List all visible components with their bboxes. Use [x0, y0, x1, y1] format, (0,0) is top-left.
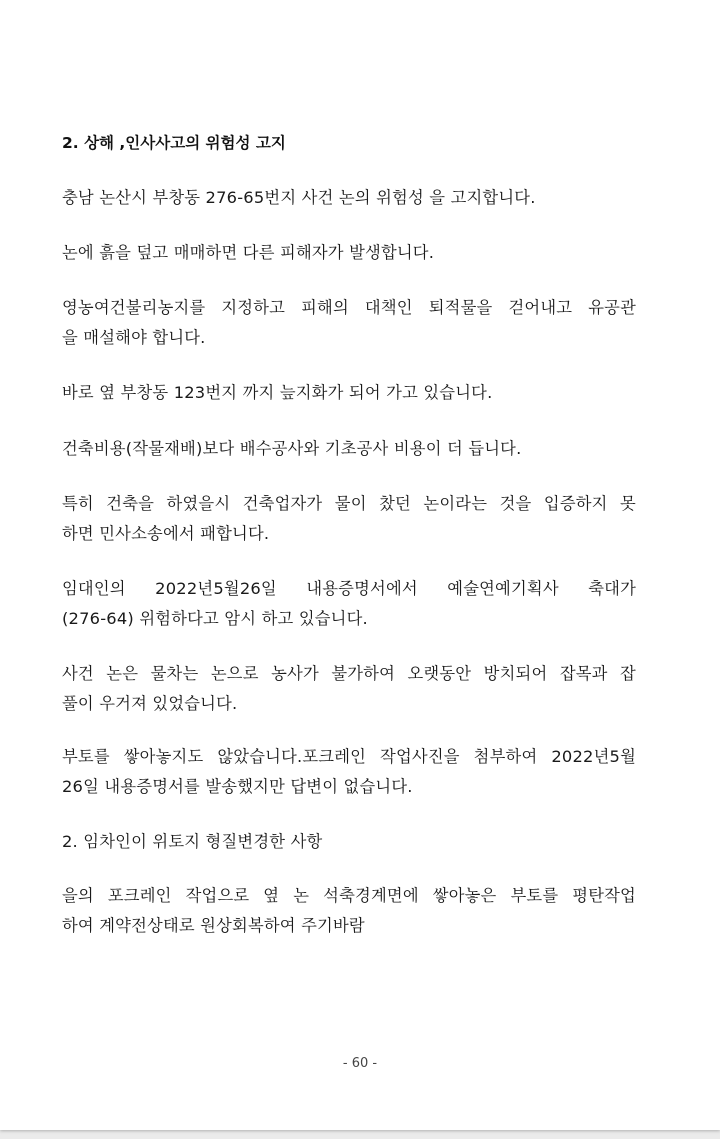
- text-line: 특히 건축을 하였을시 건축업자가 물이 찼던 논이라는 것을 입증하지 못: [62, 494, 636, 513]
- text-line: 사건 논은 물차는 논으로 농사가 불가하여 오랫동안 방치되어 잡목과 잡: [62, 664, 636, 683]
- paragraph: [62, 183, 636, 213]
- text-line: 논에 흙을 덮고 매매하면 다른 피해자가 발생합니다.: [62, 243, 435, 262]
- paragraph: [62, 574, 636, 634]
- text-line: (276-64) 위험하다고 암시 하고 있습니다.: [62, 609, 368, 628]
- paragraph: [62, 881, 636, 941]
- text-line: 건축비용(작물재배)보다 배수공사와 기초공사 비용이 더 듭니다.: [62, 439, 522, 458]
- text-line: 바로 옆 부창동 123번지 까지 늪지화가 되어 가고 있습니다.: [62, 383, 493, 402]
- text-line: 임대인의 2022년5월26일 내용증명서에서 예술연예기획사 축대가: [62, 579, 636, 598]
- paragraph: [62, 742, 636, 802]
- paragraph: [62, 378, 636, 408]
- text-line: 영농여건불리농지를 지정하고 피해의 대책인 퇴적물을 걷어내고 유공관: [62, 298, 636, 317]
- paragraph: [62, 659, 636, 719]
- text-line: 을 매설해야 합니다.: [62, 328, 206, 347]
- text-line: 26일 내용증명서를 발송했지만 답변이 없습니다.: [62, 777, 413, 796]
- paragraph: [62, 434, 636, 464]
- section-heading: 2. 상해 ,인사사고의 위험성 고지: [62, 134, 286, 152]
- page-number: - 60 -: [342, 1056, 378, 1071]
- text-line: 충남 논산시 부창동 276-65번지 사건 논의 위험성 을 고지합니다.: [62, 188, 536, 207]
- paragraph: [62, 293, 636, 353]
- text-line: 하면 민사소송에서 패합니다.: [62, 524, 270, 543]
- text-line: 풀이 우거져 있었습니다.: [62, 694, 238, 713]
- paragraph: [62, 489, 636, 549]
- paragraph: [62, 827, 636, 857]
- text-line: 을의 포크레인 작업으로 옆 논 석축경계면에 쌓아놓은 부토를 평탄작업: [62, 886, 636, 905]
- paragraph: [62, 238, 636, 268]
- text-line: 하여 계약전상태로 원상회복하여 주기바람: [62, 916, 365, 935]
- text-line: 부토를 쌓아놓지도 않았습니다.포크레인 작업사진을 첨부하여 2022년5월: [62, 747, 636, 766]
- text-line: 2. 임차인이 위토지 형질변경한 사항: [62, 832, 323, 851]
